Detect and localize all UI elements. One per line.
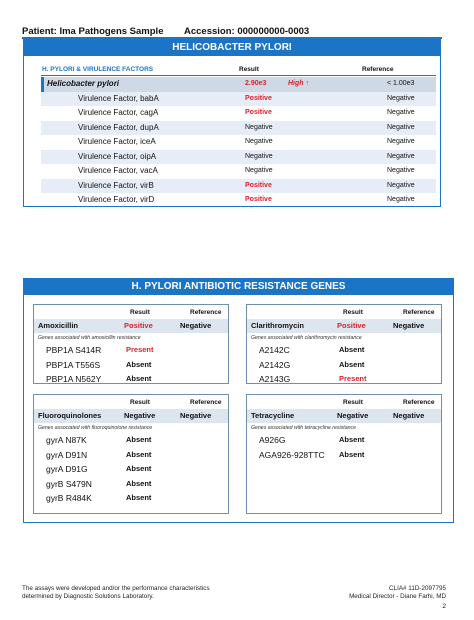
drug-row xyxy=(247,319,441,333)
drug-row xyxy=(34,319,228,333)
drug-result: Negative xyxy=(124,411,156,420)
gene-row xyxy=(247,343,441,358)
virulence-factor-row xyxy=(41,135,436,150)
factor-result: Negative xyxy=(245,123,273,131)
gene-row xyxy=(34,448,228,463)
factor-name: Virulence Factor, virD xyxy=(78,195,155,204)
virulence-factor-row xyxy=(41,106,436,121)
factor-name: Virulence Factor, oipA xyxy=(78,151,157,161)
virulence-factor-row xyxy=(41,121,436,136)
factor-result: Positive xyxy=(245,109,272,116)
report-header xyxy=(22,26,310,37)
factor-reference: Negative xyxy=(387,94,415,102)
card-header xyxy=(34,305,228,319)
resistance-section-title: H. PYLORI ANTIBIOTIC RESISTANCE GENES xyxy=(24,279,453,295)
gene-association-note: Genes associated with clarithromycin resistance xyxy=(251,335,362,341)
col-factors: H. PYLORI & VIRULENCE FACTORS xyxy=(42,66,154,73)
gene-name: AGA926-928TTC xyxy=(259,449,325,460)
factor-name: Virulence Factor, cagA xyxy=(78,108,159,117)
gene-name: gyrB S479N xyxy=(46,478,92,489)
card-col-reference: Reference xyxy=(403,309,435,316)
card-col-result: Result xyxy=(343,309,363,316)
gene-result: Absent xyxy=(339,345,365,354)
col-result: Result xyxy=(239,66,259,73)
card-header xyxy=(247,395,441,409)
patient-name: Patient: Ima Pathogens Sample xyxy=(22,26,164,37)
gene-name: PBP1A N562Y xyxy=(46,374,102,384)
gene-row xyxy=(247,358,441,373)
gene-result: Absent xyxy=(126,464,152,473)
resistance-card-tetracycline xyxy=(246,394,442,514)
gene-row xyxy=(34,433,228,448)
gene-name: A2142G xyxy=(259,359,291,370)
gene-row xyxy=(34,462,228,477)
medical-director: Medical Director - Diane Farhi, MD xyxy=(349,593,446,600)
gene-result: Absent xyxy=(339,359,365,369)
factor-reference: Negative xyxy=(387,109,415,116)
disclaimer-line-2: determined by Diagnostic Solutions Laboratory. xyxy=(22,593,154,600)
factor-reference: Negative xyxy=(387,152,415,160)
drug-reference: Negative xyxy=(393,321,425,330)
gene-association-note: Genes associated with tetracycline resistance xyxy=(251,425,356,431)
gene-row xyxy=(247,433,441,448)
drug-row xyxy=(247,409,441,423)
gene-association-note: Genes associated with fluoroquinolone resistance xyxy=(38,425,153,431)
resistance-card-clarithromycin xyxy=(246,304,442,384)
col-reference: Reference xyxy=(362,66,394,73)
gene-result: Absent xyxy=(126,493,152,502)
gene-result: Absent xyxy=(126,478,152,488)
gene-row xyxy=(34,358,228,373)
gene-result: Absent xyxy=(126,435,152,444)
drug-name: Clarithromycin xyxy=(251,321,304,330)
main-row-marker xyxy=(41,77,44,92)
gene-result: Present xyxy=(126,345,154,354)
card-col-result: Result xyxy=(130,309,150,316)
card-col-reference: Reference xyxy=(190,309,222,316)
factor-name: Virulence Factor, dupA xyxy=(78,122,159,132)
gene-row xyxy=(34,372,228,387)
clia-number: CLIA# 11D-2097795 xyxy=(389,585,446,592)
factor-result: Negative xyxy=(245,152,273,160)
gene-name: A926G xyxy=(259,435,286,445)
gene-result: Present xyxy=(339,374,367,383)
resistance-card-amoxicillin xyxy=(33,304,229,384)
resistance-section xyxy=(23,278,454,523)
drug-result: Positive xyxy=(337,321,366,330)
high-flag: High ↑ xyxy=(288,80,309,87)
gene-result: Absent xyxy=(126,374,152,383)
hpylori-header-rule xyxy=(41,75,436,76)
factor-name: Virulence Factor, virB xyxy=(78,180,154,190)
organism-reference: < 1.00e3 xyxy=(387,80,415,87)
gene-name: gyrA D91N xyxy=(46,449,88,460)
gene-name: A2142C xyxy=(259,345,290,355)
drug-name: Fluoroquinolones xyxy=(38,411,102,420)
virulence-factor-row xyxy=(41,164,436,179)
hpylori-section-title: HELICOBACTER PYLORI xyxy=(24,40,440,56)
virulence-factor-row xyxy=(41,150,436,165)
factor-reference: Negative xyxy=(387,138,415,145)
factor-name: Virulence Factor, babA xyxy=(78,93,159,103)
organism-result: 2.90e3 xyxy=(245,80,267,87)
gene-row xyxy=(247,372,441,387)
factor-result: Positive xyxy=(245,94,272,102)
hpylori-main-row xyxy=(41,77,436,92)
factor-result: Positive xyxy=(245,196,272,203)
factor-reference: Negative xyxy=(387,181,415,189)
card-col-reference: Reference xyxy=(403,399,435,406)
gene-result: Absent xyxy=(126,359,152,369)
factor-result: Negative xyxy=(245,167,273,174)
organism-name: Helicobacter pylori xyxy=(47,79,120,88)
gene-row xyxy=(247,448,441,463)
gene-name: gyrA D91G xyxy=(46,464,88,474)
gene-name: A2143G xyxy=(259,374,291,384)
page-number: 2 xyxy=(442,603,446,610)
gene-result: Absent xyxy=(339,449,365,459)
drug-name: Amoxicillin xyxy=(38,321,79,330)
gene-name: PBP1A S414R xyxy=(46,345,102,355)
drug-reference: Negative xyxy=(393,411,425,420)
gene-row xyxy=(34,343,228,358)
drug-result: Negative xyxy=(337,411,369,420)
gene-name: gyrA N87K xyxy=(46,435,87,445)
card-header xyxy=(34,395,228,409)
factor-reference: Negative xyxy=(387,196,415,203)
factor-reference: Negative xyxy=(387,123,415,131)
virulence-factor-row xyxy=(41,92,436,107)
factor-result: Negative xyxy=(245,138,273,145)
card-col-result: Result xyxy=(343,399,363,406)
gene-result: Absent xyxy=(126,449,152,459)
card-col-reference: Reference xyxy=(190,399,222,406)
hpylori-section xyxy=(23,39,441,207)
drug-name: Tetracycline xyxy=(251,411,295,420)
accession-number: Accession: 000000000-0003 xyxy=(184,26,310,37)
gene-name: gyrB R484K xyxy=(46,493,92,503)
footer-disclaimer xyxy=(22,585,272,601)
drug-reference: Negative xyxy=(180,321,212,330)
factor-result: Positive xyxy=(245,181,272,189)
factor-name: Virulence Factor, iceA xyxy=(78,137,156,146)
resistance-card-fluoroquinolones xyxy=(33,394,229,514)
gene-row xyxy=(34,477,228,492)
gene-name: PBP1A T556S xyxy=(46,359,101,370)
factor-reference: Negative xyxy=(387,167,415,174)
gene-result: Absent xyxy=(339,435,365,444)
disclaimer-line-1: The assays were developed and/or the performance characteristics xyxy=(22,585,210,592)
card-header xyxy=(247,305,441,319)
gene-row xyxy=(34,491,228,506)
virulence-factor-row xyxy=(41,193,436,208)
factor-name: Virulence Factor, vacA xyxy=(78,166,158,175)
gene-association-note: Genes associated with amoxicillin resistance xyxy=(38,335,141,341)
drug-result: Positive xyxy=(124,321,153,330)
drug-reference: Negative xyxy=(180,411,212,420)
virulence-factor-row xyxy=(41,179,436,194)
hpylori-table xyxy=(41,77,436,208)
footer-lab-info xyxy=(349,585,446,601)
drug-row xyxy=(34,409,228,423)
card-col-result: Result xyxy=(130,399,150,406)
